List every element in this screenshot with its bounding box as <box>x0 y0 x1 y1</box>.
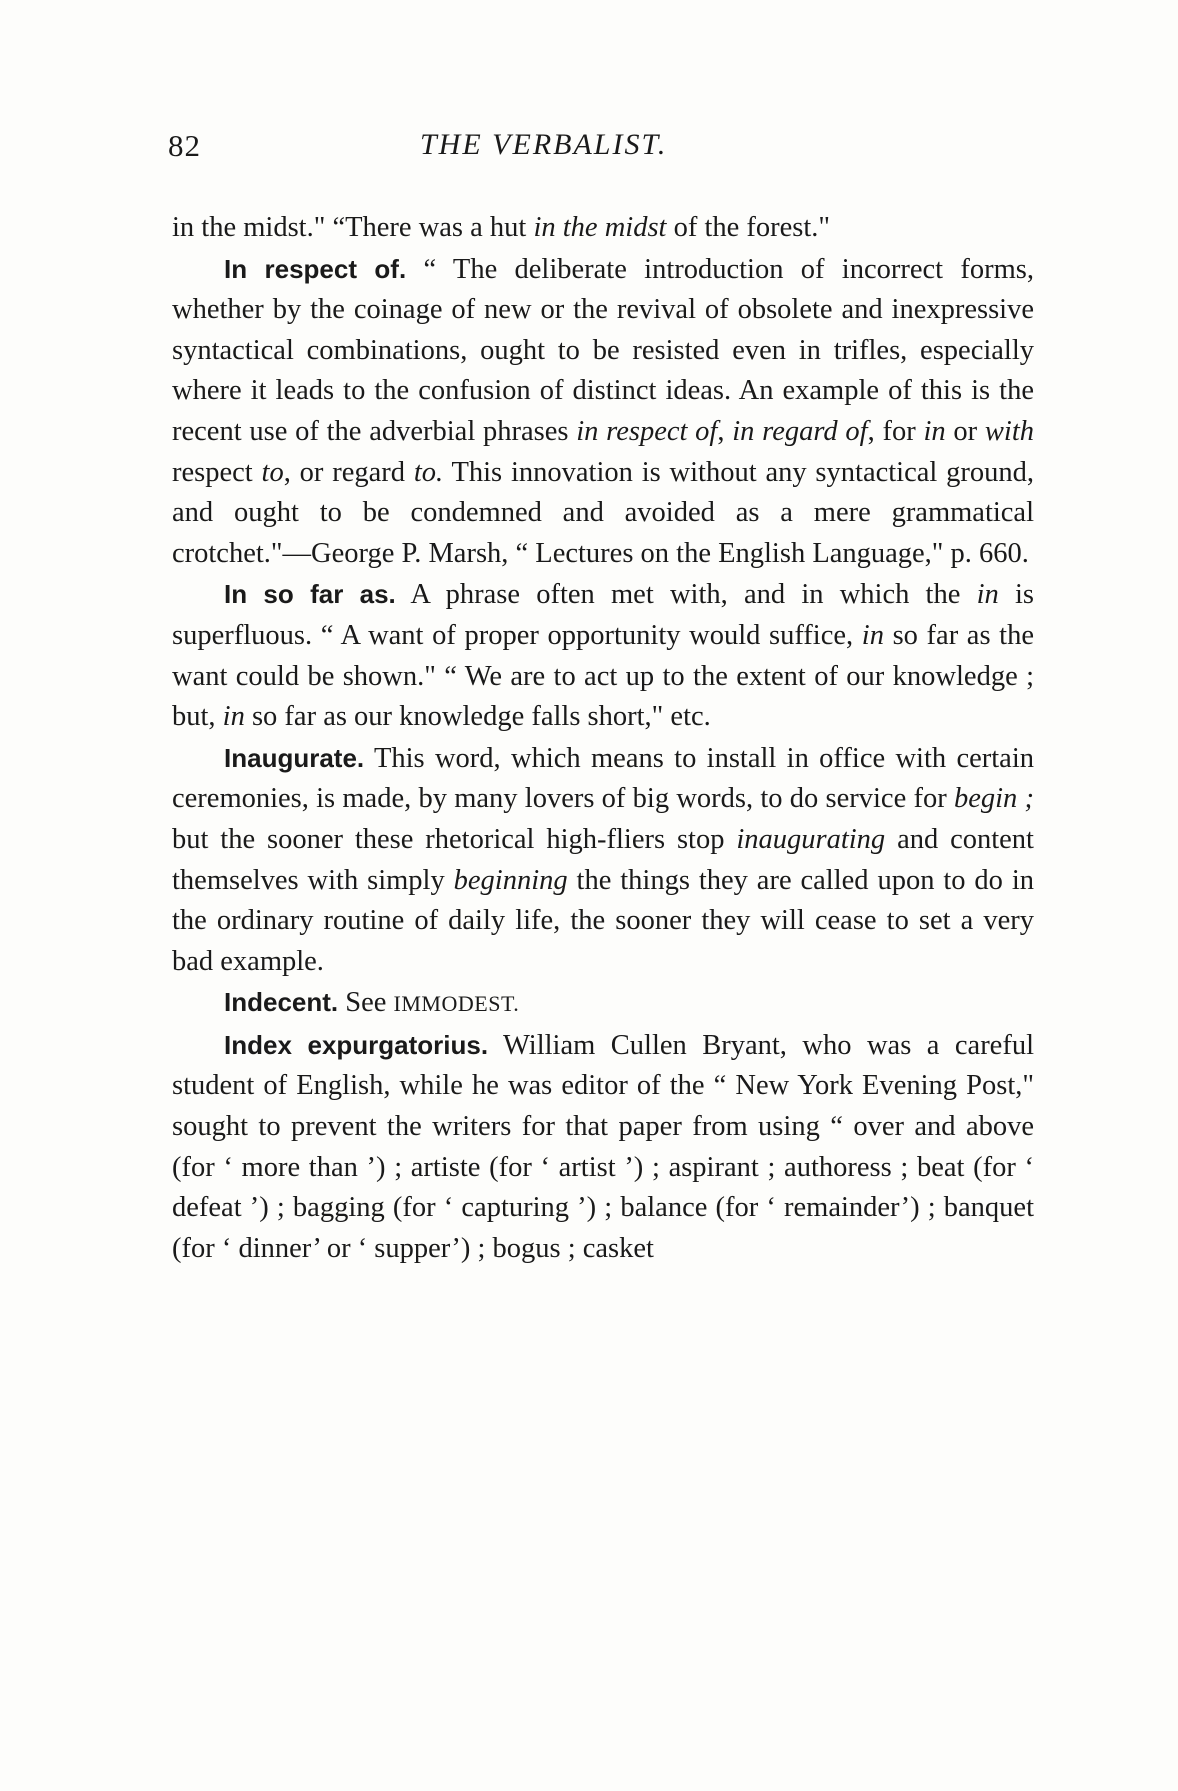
italic-run: in <box>861 619 884 651</box>
text-run: but the sooner these rhetorical high-fliers stop <box>172 823 737 855</box>
italic-run: in <box>923 415 946 447</box>
text-run: This word, which means to install in office with certain ceremonies, is made, by many lovers of big words, to do service for <box>172 742 1034 815</box>
text-run: A phrase often met with, and in which the <box>395 579 977 611</box>
running-head <box>0 128 1178 168</box>
text-run: and content themselves with simply <box>172 823 1034 896</box>
entry-inaugurate <box>172 738 1034 983</box>
italic-run: to <box>261 456 284 488</box>
text-run: See <box>338 987 394 1019</box>
text-run: This innovation is without any syntactical ground, and ought to be condemned and avoided as a mere grammatical crotchet."—George P. Marsh, “ Lectures on the English Language," p. 660. <box>172 456 1034 569</box>
headword: Index expurgatorius. <box>224 1029 489 1060</box>
entry-index-expurgatorius <box>172 1025 1034 1270</box>
italic-run: to. <box>413 456 444 488</box>
italic-run: in <box>976 579 999 611</box>
text-run: , for <box>867 415 924 447</box>
continuation-paragraph <box>172 208 1034 249</box>
text-run: William Cullen Bryant, who was a careful student of English, while he was editor of the “ New York Evening Post," sought to prevent the writers for that paper from using “ over and above (for ‘ more than ’) ; artiste (for ‘ artist ’) ; aspirant ; authoress ; beat (for ‘ defeat ’) ; bagging (for ‘ capturing ’) ; balance (for ‘ remainder’) ; banquet (for ‘ dinner’ or ‘ supper’) ; bogus ; casket <box>172 1029 1034 1264</box>
italic-run: beginning <box>453 864 568 896</box>
text-run: “ The deliberate introduction of incorrect forms, whether by the coinage of new or the revival of obsolete and inexpressive syntactical combinations, ought to be resisted even in trifles, especially where it leads to the confusion of distinct ideas. An example of this is the recent use of the adverbial phrases <box>172 253 1034 447</box>
text-run: , <box>717 415 733 447</box>
italic-run: in regard of <box>732 415 868 447</box>
text-run: the things they are called upon to do in the ordinary routine of daily life, the sooner they will cease to set a very bad example. <box>172 864 1034 977</box>
entry-in-so-far-as <box>172 574 1034 737</box>
text-run: of the forest." <box>666 212 831 243</box>
text-run: or <box>945 415 985 447</box>
headword: In respect of. <box>224 253 407 284</box>
text-run: , or regard <box>283 456 414 488</box>
italic-run: in respect of <box>576 415 718 447</box>
page-body <box>172 208 1034 1269</box>
entry-indecent <box>172 982 1034 1025</box>
italic-run: inaugurating <box>736 823 886 855</box>
text-run: so far as our knowledge falls short," etc. <box>244 701 711 733</box>
headword: Inaugurate. <box>224 742 365 773</box>
text-run: respect <box>172 456 262 488</box>
text-run: is superfluous. “ A want of proper opportunity would suffice, <box>172 579 1034 651</box>
entry-in-respect-of <box>172 249 1034 575</box>
italic-run: in the midst <box>533 212 667 243</box>
headword: In so far as. <box>224 579 396 610</box>
text-run: in the midst." “There was a hut <box>172 212 534 243</box>
cross-reference: IMMODEST. <box>393 991 520 1017</box>
italic-run: begin ; <box>953 783 1034 815</box>
headword: Indecent. <box>224 987 339 1018</box>
italic-run: in <box>222 701 245 733</box>
running-title: THE VERBALIST. <box>420 128 668 161</box>
italic-run: with <box>984 415 1035 447</box>
page-number: 82 <box>168 128 201 163</box>
text-run: so far as the want could be shown." “ We are to act up to the extent of our knowledge ; but, <box>172 619 1034 733</box>
